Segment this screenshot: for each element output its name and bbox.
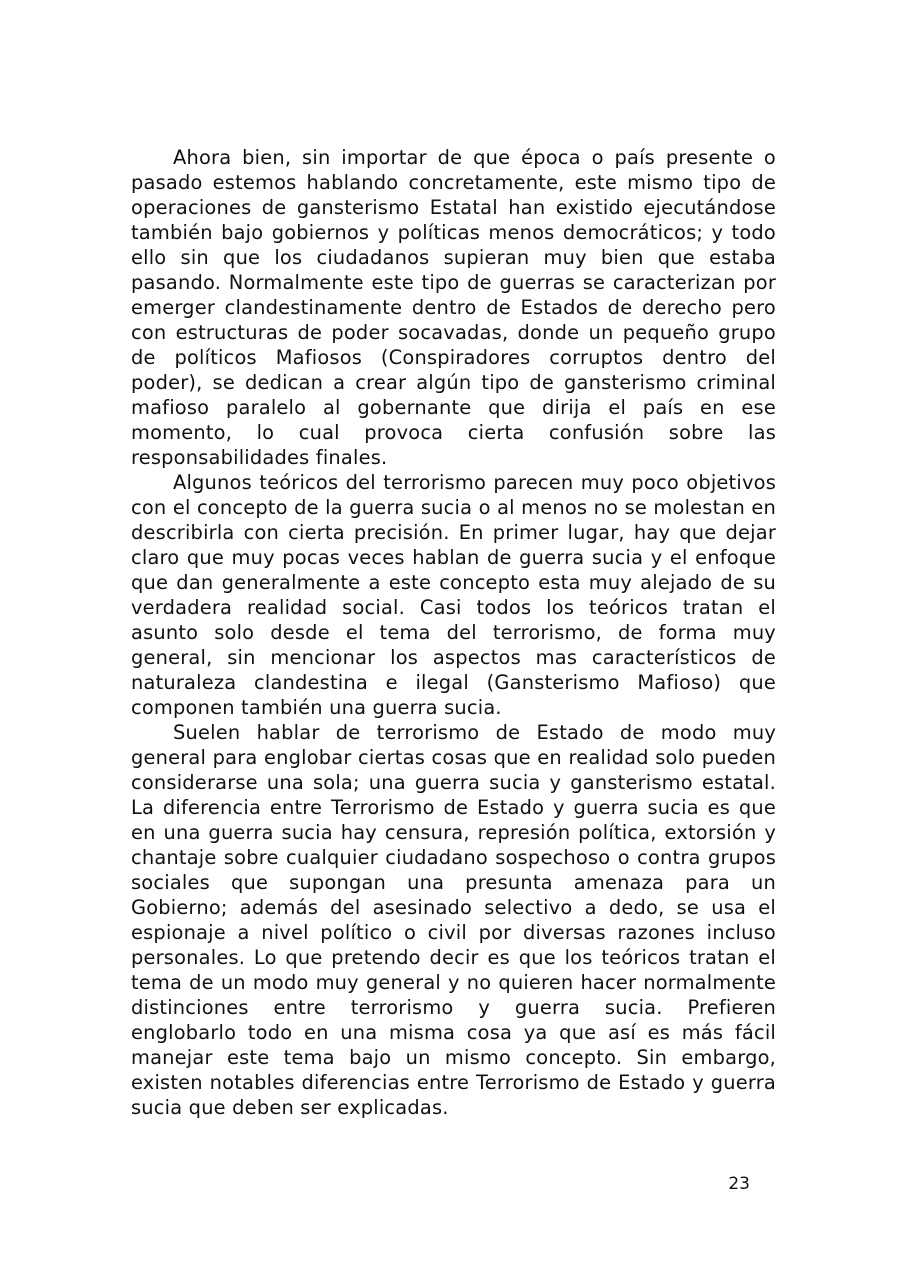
paragraph-2: Algunos teóricos del terrorismo parecen muy poco objetivos con el concepto de la guerra sucia o al menos no se molestan en describirla con cierta precisión. En primer lugar, hay que dejar claro que muy pocas veces hablan de guerra sucia y el enfoque que dan generalmente a este concepto esta muy alejado de su verdadera realidad social. Casi todos los teóricos tratan el asunto solo desde el tema del terrorismo, de forma muy general, sin mencionar los aspectos mas característicos de naturaleza clandestina e ilegal (Gansterismo Mafioso) que componen también una guerra sucia.	[131, 471, 776, 719]
page-number: 23	[728, 1174, 750, 1194]
paragraph-1: Ahora bien, sin importar de que época o país presente o pasado estemos hablando concretamente, este mismo tipo de operaciones de gansterismo Estatal han existido ejecutándose también bajo gobiernos y políticas menos democráticos; y todo ello sin que los ciudadanos supieran muy bien que estaba pasando. Normalmente este tipo de guerras se caracterizan por emerger clandestinamente dentro de Estados de derecho pero con estructuras de poder socavadas, donde un pequeño grupo de políticos Mafiosos (Conspiradores corruptos dentro del poder), se dedican a crear algún tipo de gansterismo criminal mafioso paralelo al gobernante que dirija el país en ese momento, lo cual provoca cierta confusión sobre las responsabilidades finales.	[131, 146, 776, 469]
paragraph-3: Suelen hablar de terrorismo de Estado de modo muy general para englobar ciertas cosas que en realidad solo pueden considerarse una sola; una guerra sucia y gansterismo estatal. La diferencia entre Terrorismo de Estado y guerra sucia es que en una guerra sucia hay censura, represión política, extorsión y chantaje sobre cualquier ciudadano sospechoso o contra grupos sociales que supongan una presunta amenaza para un Gobierno; además del asesinado selectivo a dedo, se usa el espionaje a nivel político o civil por diversas razones incluso personales. Lo que pretendo decir es que los teóricos tratan el tema de un modo muy general y no quieren hacer normalmente distinciones entre terrorismo y guerra sucia. Prefieren englobarlo todo en una misma cosa ya que así es más fácil manejar este tema bajo un mismo concepto. Sin embargo, existen notables diferencias entre Terrorismo de Estado y guerra sucia que deben ser explicadas.	[131, 721, 776, 1119]
body-text	[131, 145, 776, 1120]
